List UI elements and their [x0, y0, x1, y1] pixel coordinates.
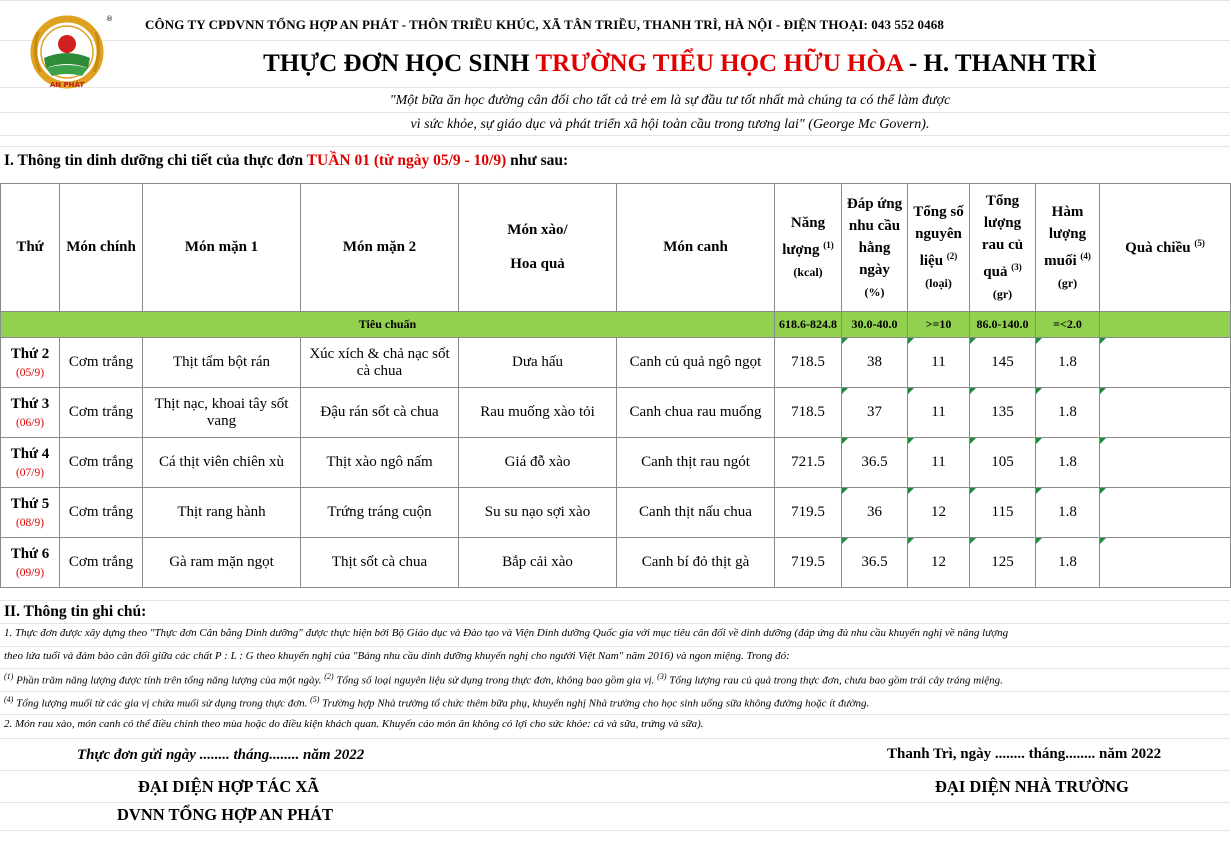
left-signature-1: ĐẠI DIỆN HỢP TÁC XÃ	[138, 777, 320, 796]
cell-dap-ung: 36.5	[842, 438, 908, 488]
cell-nang-luong: 721.5	[775, 438, 842, 488]
week-label: TUẦN 01 (từ ngày 05/9 - 10/9)	[306, 152, 507, 169]
cell-mon-chinh: Cơm trắng	[60, 438, 143, 488]
day-date: (05/9)	[15, 367, 45, 379]
left-signature-2: DVNN TỔNG HỢP AN PHÁT	[117, 805, 334, 824]
day-name: Thứ 5	[10, 496, 50, 512]
standard-nguyen-lieu: >=10	[908, 312, 970, 338]
logo-text: AN PHÁT	[49, 81, 85, 89]
cell-man2: Thịt sốt cà chua	[301, 538, 459, 588]
standard-row	[1, 312, 1231, 338]
cell-man1: Thịt nạc, khoai tây sốt vang	[143, 388, 301, 438]
cell-canh: Canh củ quả ngô ngọt	[617, 338, 775, 388]
menu-row	[1, 488, 1231, 538]
day-name: Thứ 2	[10, 346, 50, 362]
section-1-heading: I. Thông tin dinh dưỡng chi tiết của thực đơn TUẦN 01 (từ ngày 05/9 - 10/9) như sau:	[4, 152, 569, 169]
col-muoi: Hàm lượng muối $^{(4)}$ (gr)	[1036, 184, 1100, 312]
col-mon-chinh: Món chính	[60, 184, 143, 312]
cell-qua-chieu	[1100, 538, 1231, 588]
school-name: TRƯỜNG TIỂU HỌC HỮU HÒA	[535, 50, 903, 77]
cell-dap-ung: 36	[842, 488, 908, 538]
cell-muoi: 1.8	[1036, 388, 1100, 438]
footnotes-line-2: $^{(4)}$ Tổng lượng muối từ các gia vị chứa muối sử dụng trong thực đơn. $^{(5)}$ Trường hợp Nhà trường tổ chức thêm bữa phụ, khuyến nghị Nhà trường cho học sinh uống sữa không đường hoặc ít đường.	[4, 695, 870, 710]
cell-day	[1, 338, 60, 388]
footnotes-line-1: $^{(1)}$ Phần trăm năng lượng được tính trên tổng năng lượng của một ngày. $^{(2)}$ Tổng số loại nguyên liệu sử dụng trong thực đơn, không bao gồm gia vị. $^{(3)}$ Tổng lượng rau củ quả trong thực đơn, chưa bao gồm trái cây tráng miệng.	[4, 672, 1003, 687]
cell-nguyen-lieu: 11	[908, 388, 970, 438]
cell-man2: Thịt xào ngô nấm	[301, 438, 459, 488]
day-date: (08/9)	[15, 517, 45, 529]
note-2: 2. Món rau xào, món canh có thể điều chỉnh theo mùa hoặc do điều kiện khách quan. Khuyến cáo món ăn không có lợi cho sức khỏe: cá và sữa, trứng và sữa).	[4, 718, 704, 730]
cell-mon-chinh: Cơm trắng	[60, 388, 143, 438]
col-dap-ung: Đáp ứng nhu cầu hằng ngày (%)	[842, 184, 908, 312]
col-thu: Thứ	[1, 184, 60, 312]
cell-canh: Canh thịt nấu chua	[617, 488, 775, 538]
cell-muoi: 1.8	[1036, 488, 1100, 538]
cell-canh: Canh bí đỏ thịt gà	[617, 538, 775, 588]
cell-man2: Xúc xích & chả nạc sốt cà chua	[301, 338, 459, 388]
cell-nang-luong: 719.5	[775, 488, 842, 538]
cell-qua-chieu	[1100, 488, 1231, 538]
col-xao: Món xào/ Hoa quả	[459, 184, 617, 312]
cell-dap-ung: 38	[842, 338, 908, 388]
cell-nang-luong: 718.5	[775, 338, 842, 388]
svg-text:®: ®	[106, 15, 113, 23]
cell-xao: Giá đỗ xào	[459, 438, 617, 488]
cell-rau-cu: 115	[970, 488, 1036, 538]
day-date: (07/9)	[15, 467, 45, 479]
cell-man1: Thịt tẩm bột rán	[143, 338, 301, 388]
col-rau-cu: Tổng lượng rau củ quả $^{(3)}$ (gr)	[970, 184, 1036, 312]
table-header-row	[1, 184, 1231, 312]
cell-nguyen-lieu: 12	[908, 538, 970, 588]
cell-xao: Dưa hấu	[459, 338, 617, 388]
cell-day	[1, 438, 60, 488]
section-2-heading: II. Thông tin ghi chú:	[4, 603, 147, 620]
cell-man2: Trứng tráng cuộn	[301, 488, 459, 538]
cell-muoi: 1.8	[1036, 438, 1100, 488]
day-name: Thứ 6	[10, 546, 50, 562]
cell-muoi: 1.8	[1036, 538, 1100, 588]
cell-day	[1, 538, 60, 588]
day-name: Thứ 3	[10, 396, 50, 412]
standard-label: Tiêu chuẩn	[1, 312, 775, 338]
note-1b: theo lứa tuổi và đảm bảo cân đối giữa các chất P : L : G theo khuyến nghị của "Bảng nhu cầu dinh dưỡng khuyến nghị cho người Việt Nam" năm 2016) và ngon miệng. Trong đó:	[4, 650, 790, 662]
cell-nang-luong: 719.5	[775, 538, 842, 588]
place-date: Thanh Trì, ngày ........ tháng........ năm 2022	[887, 746, 1162, 762]
menu-row	[1, 388, 1231, 438]
cell-canh: Canh thịt rau ngót	[617, 438, 775, 488]
cell-qua-chieu	[1100, 338, 1231, 388]
cell-qua-chieu	[1100, 438, 1231, 488]
cell-day	[1, 388, 60, 438]
standard-rau-cu: 86.0-140.0	[970, 312, 1036, 338]
cell-man1: Cá thịt viên chiên xù	[143, 438, 301, 488]
cell-dap-ung: 37	[842, 388, 908, 438]
cell-xao: Rau muống xào tỏi	[459, 388, 617, 438]
cell-mon-chinh: Cơm trắng	[60, 338, 143, 388]
cell-xao: Su su nạo sợi xào	[459, 488, 617, 538]
cell-man1: Thịt rang hành	[143, 488, 301, 538]
cell-canh: Canh chua rau muống	[617, 388, 775, 438]
day-name: Thứ 4	[10, 446, 50, 462]
cell-nang-luong: 718.5	[775, 388, 842, 438]
col-canh: Món canh	[617, 184, 775, 312]
cell-dap-ung: 36.5	[842, 538, 908, 588]
note-1: 1. Thực đơn được xây dựng theo "Thực đơn Cân bằng Dinh dưỡng" được thực hiện bởi Bộ Giáo dục và Đào tạo và Viện Dinh dưỡng Quốc gia với mục tiêu cân đối về dinh dưỡng (đáp ứng đủ nhu cầu khuyến nghị về năng lượng	[4, 627, 1009, 639]
standard-nang-luong: 618.6-824.8	[775, 312, 842, 338]
sent-date: Thực đơn gửi ngày ........ tháng........ năm 2022	[77, 747, 365, 763]
right-signature: ĐẠI DIỆN NHÀ TRƯỜNG	[935, 777, 1129, 796]
cell-mon-chinh: Cơm trắng	[60, 488, 143, 538]
cell-mon-chinh: Cơm trắng	[60, 538, 143, 588]
cell-man1: Gà ram mặn ngọt	[143, 538, 301, 588]
col-nguyen-lieu: Tổng số nguyên liệu $^{(2)}$ (loại)	[908, 184, 970, 312]
col-man2: Món mặn 2	[301, 184, 459, 312]
day-date: (06/9)	[15, 417, 45, 429]
cell-rau-cu: 125	[970, 538, 1036, 588]
col-man1: Món mặn 1	[143, 184, 301, 312]
quote-line-1: "Một bữa ăn học đường cân đối cho tất cả trẻ em là sự đầu tư tốt nhất mà chúng ta có thể làm được	[389, 93, 951, 108]
cell-rau-cu: 135	[970, 388, 1036, 438]
cell-man2: Đậu rán sốt cà chua	[301, 388, 459, 438]
col-qua-chieu: Quà chiều $^{(5)}$	[1100, 184, 1231, 312]
page-title: THỰC ĐƠN HỌC SINH TRƯỜNG TIỂU HỌC HỮU HÒA - H. THANH TRÌ	[263, 50, 1097, 77]
cell-rau-cu: 105	[970, 438, 1036, 488]
menu-row	[1, 338, 1231, 388]
cell-nguyen-lieu: 11	[908, 438, 970, 488]
menu-row	[1, 438, 1231, 488]
company-info: CÔNG TY CPDVNN TỔNG HỢP AN PHÁT - THÔN TRIỀU KHÚC, XÃ TÂN TRIỀU, THANH TRÌ, HÀ NỘI - ĐIỆN THOẠI: 043 552 0468	[145, 17, 944, 32]
cell-nguyen-lieu: 12	[908, 488, 970, 538]
standard-muoi: =<2.0	[1036, 312, 1100, 338]
cell-qua-chieu	[1100, 388, 1231, 438]
standard-qua-chieu	[1100, 312, 1231, 338]
col-nang-luong: Năng lượng $^{(1)}$ (kcal)	[775, 184, 842, 312]
day-date: (09/9)	[15, 567, 45, 579]
cell-rau-cu: 145	[970, 338, 1036, 388]
cell-day	[1, 488, 60, 538]
cell-xao: Bắp cải xào	[459, 538, 617, 588]
quote-line-2: vì sức khỏe, sự giáo dục và phát triển xã hội toàn cầu trong tương lai" (George Mc Govern).	[410, 117, 930, 132]
standard-dap-ung: 30.0-40.0	[842, 312, 908, 338]
menu-table	[0, 183, 1231, 588]
menu-row	[1, 538, 1231, 588]
cell-muoi: 1.8	[1036, 338, 1100, 388]
cell-nguyen-lieu: 11	[908, 338, 970, 388]
